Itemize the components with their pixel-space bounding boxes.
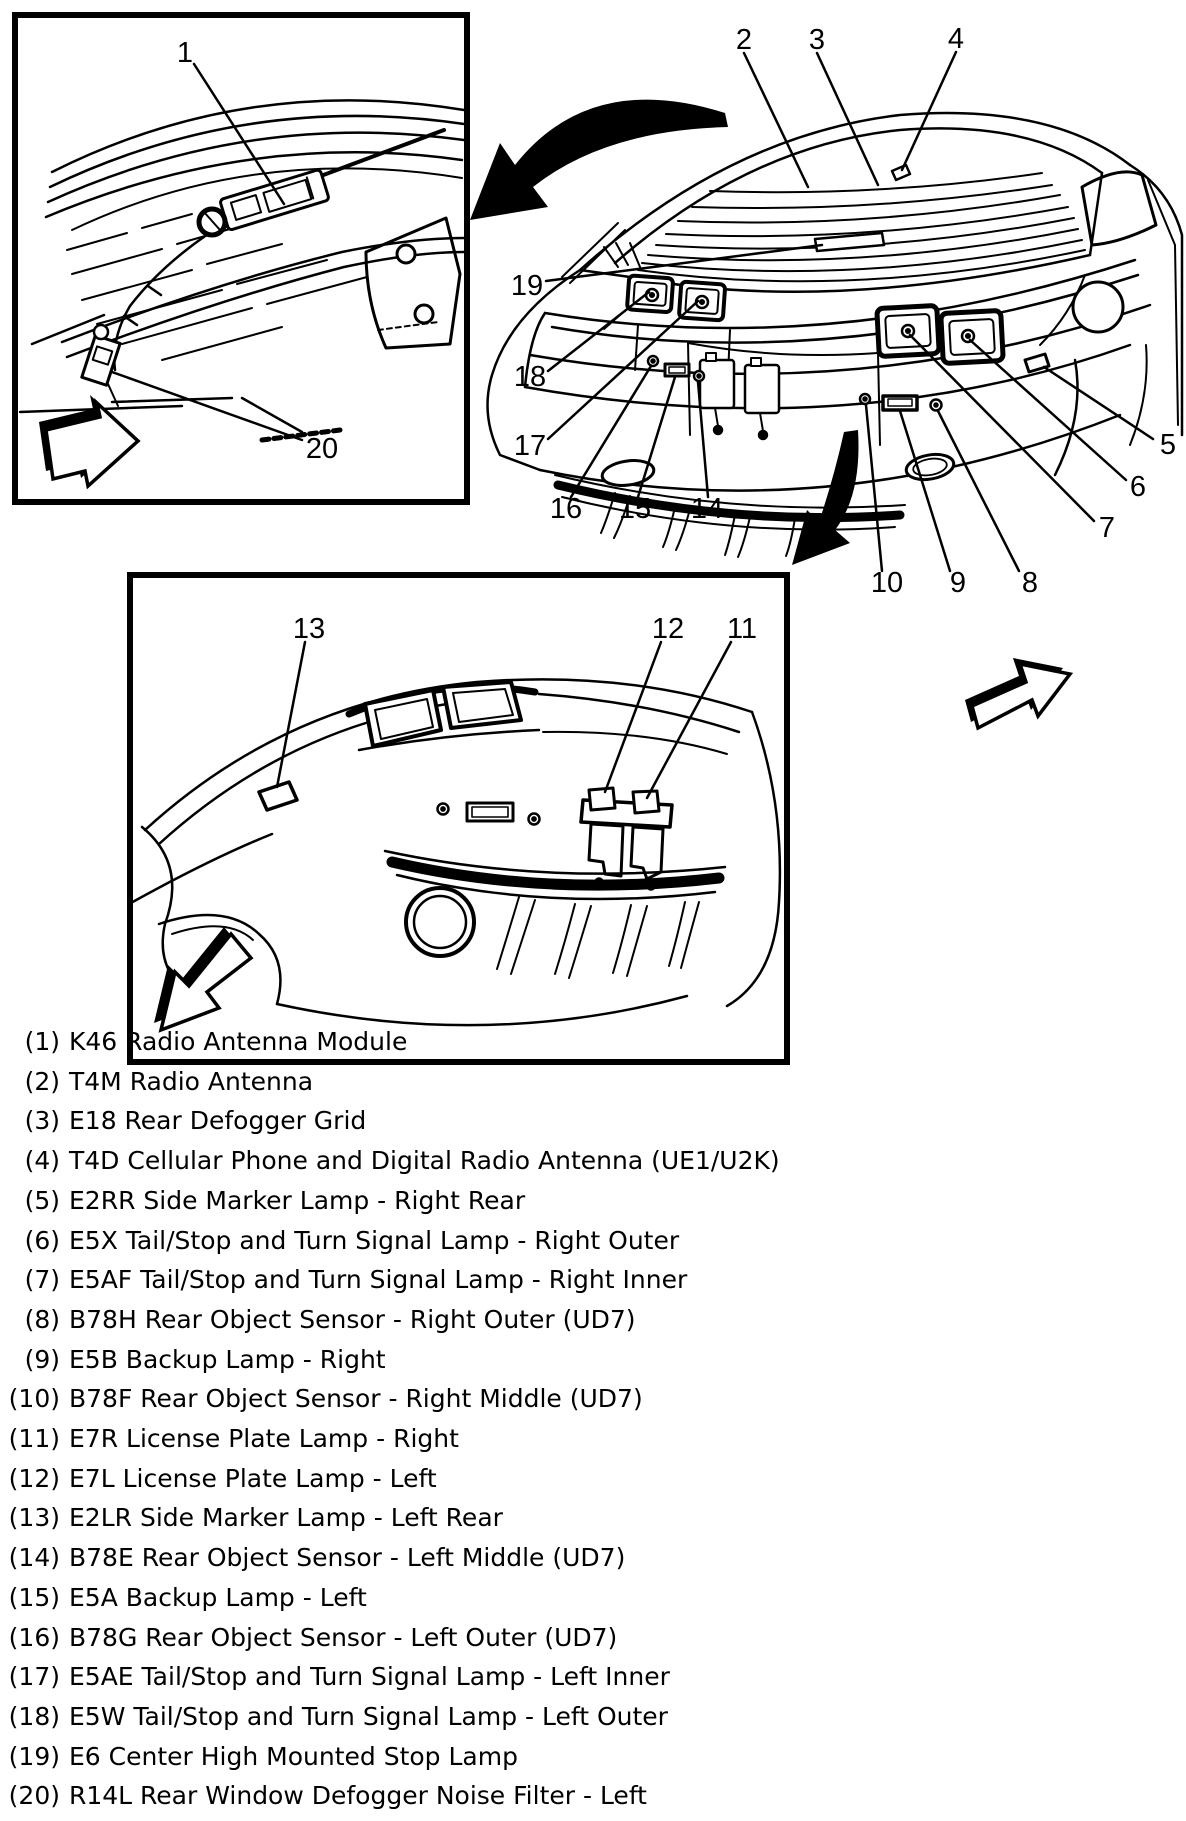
backup-lamp-right <box>883 396 917 410</box>
callout-1: 1 <box>176 37 194 69</box>
legend-item-label: E5B Backup Lamp - Right <box>69 1344 386 1374</box>
legend-item-label: R14L Rear Window Defogger Noise Filter - Left <box>69 1781 647 1811</box>
legend-item-number: (14) <box>8 1543 60 1573</box>
callout-10: 10 <box>870 567 904 599</box>
digital-radio-antenna <box>892 165 910 180</box>
fuel-door <box>1073 282 1123 332</box>
legend-item-number: (4) <box>24 1146 60 1176</box>
legend-item-label: E6 Center High Mounted Stop Lamp <box>69 1741 518 1771</box>
legend-item-number: (18) <box>8 1701 60 1731</box>
callout-8: 8 <box>1021 567 1039 599</box>
callout-14: 14 <box>690 493 724 525</box>
legend-item-number: (13) <box>8 1503 60 1533</box>
legend-item-number: (11) <box>8 1424 60 1454</box>
legend-item-number: (6) <box>24 1225 60 1255</box>
legend-item-label: K46 Radio Antenna Module <box>69 1027 408 1056</box>
legend-item-number: (8) <box>24 1304 60 1334</box>
legend-item <box>6 1657 1180 1697</box>
backup-lamp-left <box>665 364 689 376</box>
legend-item-label: B78F Rear Object Sensor - Right Middle (UD7) <box>69 1384 643 1414</box>
legend-item-number: (17) <box>8 1662 60 1692</box>
legend-item <box>6 1459 1180 1499</box>
legend-item <box>6 1538 1180 1578</box>
legend-item-label: T4D Cellular Phone and Digital Radio Antenna (UE1/U2K) <box>69 1146 780 1176</box>
legend-item-number: (5) <box>24 1185 60 1215</box>
callout-2: 2 <box>735 24 753 56</box>
legend-item <box>6 1260 1180 1300</box>
callout-18: 18 <box>513 361 547 393</box>
car-rear-view-figure <box>430 15 1186 600</box>
legend-item-number: (9) <box>24 1344 60 1374</box>
legend-item-label: B78H Rear Object Sensor - Right Outer (UD7) <box>69 1304 636 1334</box>
legend-item <box>6 1221 1180 1261</box>
legend-item <box>6 1181 1180 1221</box>
backup-lamp-opening <box>467 803 513 821</box>
block-arrow-up-right-icon <box>958 648 1078 748</box>
legend-item <box>6 1776 1180 1816</box>
callout-19: 19 <box>510 270 544 302</box>
legend-item-number: (2) <box>24 1066 60 1096</box>
swoosh-arrow-to-bumper-inset <box>792 430 859 565</box>
legend-item <box>6 1697 1180 1737</box>
callout-7: 7 <box>1098 512 1116 544</box>
legend-item-label: E7R License Plate Lamp - Right <box>69 1424 459 1454</box>
legend-item-number: (16) <box>8 1622 60 1652</box>
callout-20: 20 <box>305 433 339 465</box>
legend-item-label: E2RR Side Marker Lamp - Right Rear <box>69 1185 526 1215</box>
center-high-mounted-stop-lamp <box>815 233 884 251</box>
legend-item-label: E5W Tail/Stop and Turn Signal Lamp - Left Outer <box>69 1701 668 1731</box>
roof-inset-figure <box>12 12 470 505</box>
legend-item-number: (10) <box>8 1384 60 1414</box>
legend-item-label: B78G Rear Object Sensor - Left Outer (UD7) <box>69 1622 618 1652</box>
callout-5: 5 <box>1159 429 1177 461</box>
legend-item-label: E2LR Side Marker Lamp - Left Rear <box>69 1503 503 1533</box>
legend-item <box>6 1618 1180 1658</box>
legend-item-label: E5A Backup Lamp - Left <box>69 1582 367 1612</box>
legend-item <box>6 1101 1180 1141</box>
legend-item-number: (20) <box>8 1781 60 1811</box>
legend-item <box>6 1340 1180 1380</box>
legend-item <box>6 1419 1180 1459</box>
legend-item <box>6 1141 1180 1181</box>
legend-item-number: (12) <box>8 1463 60 1493</box>
legend-item <box>6 1022 1180 1062</box>
callout-16: 16 <box>549 493 583 525</box>
round-exhaust-tip <box>406 888 474 956</box>
swoosh-arrow-to-roof-inset <box>470 100 728 220</box>
legend-item-label: E5AE Tail/Stop and Turn Signal Lamp - Left Inner <box>69 1662 670 1692</box>
legend-item-label: E5AF Tail/Stop and Turn Signal Lamp - Right Inner <box>69 1265 688 1295</box>
legend-item-number: (7) <box>24 1265 60 1295</box>
legend-item <box>6 1737 1180 1777</box>
callout-4: 4 <box>947 23 965 55</box>
legend-item-number: (15) <box>8 1582 60 1612</box>
legend-item <box>6 1379 1180 1419</box>
tail-lamp-right-pair <box>877 305 1003 363</box>
bumper-inset-border <box>130 575 787 1062</box>
callout-11: 11 <box>726 613 758 645</box>
legend-item-number: (19) <box>8 1741 60 1771</box>
legend-item-label: T4M Radio Antenna <box>69 1066 314 1096</box>
callout-13: 13 <box>292 613 326 645</box>
callout-12: 12 <box>651 613 685 645</box>
legend-item-number: (1) <box>24 1027 60 1056</box>
callout-15: 15 <box>618 493 652 525</box>
callout-6: 6 <box>1129 471 1147 503</box>
legend-item <box>6 1578 1180 1618</box>
component-legend <box>6 1022 1180 1816</box>
rear-defogger-grid <box>638 173 1085 281</box>
legend-item-label: E7L License Plate Lamp - Left <box>69 1463 437 1493</box>
callout-17: 17 <box>513 430 547 462</box>
license-area-connectors <box>700 353 779 439</box>
legend-item <box>6 1062 1180 1102</box>
legend-item-number: (3) <box>24 1106 60 1136</box>
legend-item <box>6 1498 1180 1538</box>
callout-9: 9 <box>949 567 967 599</box>
bumper-inset-figure <box>127 572 790 1065</box>
legend-item-label: B78E Rear Object Sensor - Left Middle (UD7) <box>69 1543 626 1573</box>
legend-item-label: E5X Tail/Stop and Turn Signal Lamp - Right Outer <box>69 1225 680 1255</box>
legend-item <box>6 1300 1180 1340</box>
callout-3: 3 <box>808 24 826 56</box>
exhaust-tip-left <box>601 457 656 488</box>
exhaust-tip-right <box>904 451 955 483</box>
legend-item-label: E18 Rear Defogger Grid <box>69 1106 367 1136</box>
